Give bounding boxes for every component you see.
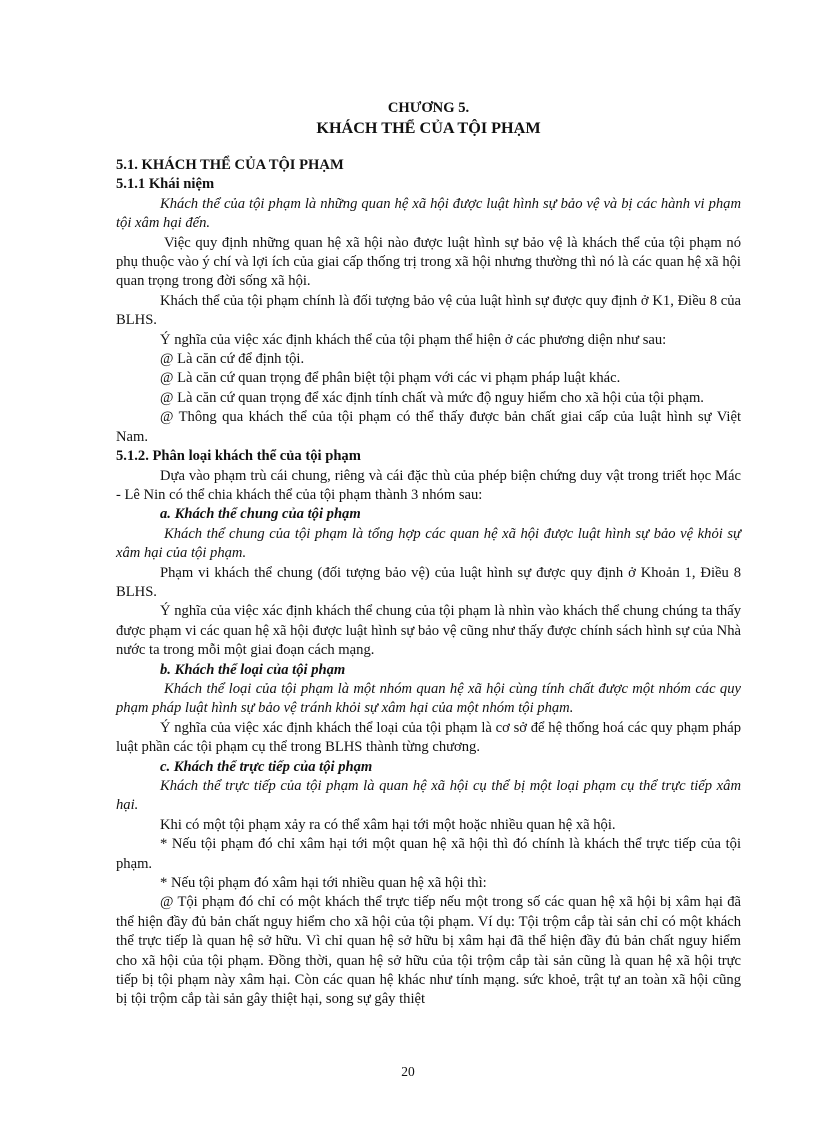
paragraph: * Nếu tội phạm đó chỉ xâm hại tới một quan hệ xã hội thì đó chính là khách thể trực tiếp của tội phạm. xyxy=(116,836,741,872)
subheading-type-object: b. Khách thể loại của tội phạm xyxy=(160,661,346,678)
page-number: 20 xyxy=(401,1064,415,1079)
list-item: @ Là căn cứ để định tội. xyxy=(160,351,305,368)
subheading-general-object: a. Khách thể chung của tội phạm xyxy=(160,506,361,523)
subsection-heading-concept: 5.1.1 Khái niệm xyxy=(116,176,215,193)
subsection-heading-classification: 5.1.2. Phân loại khách thể của tội phạm xyxy=(116,448,361,465)
chapter-title: KHÁCH THỂ CỦA TỘI PHẠM xyxy=(316,119,541,137)
paragraph: * Nếu tội phạm đó xâm hại tới nhiều quan hệ xã hội thì: xyxy=(160,875,487,892)
paragraph: Ý nghĩa của việc xác định khách thể chung của tội phạm là nhìn vào khách thể chung chúng ta thấy được phạm vi các quan hệ xã hội được luật hình sự bảo vệ cũng như thấy được chính sách hình sự của Nhà nước ta trong mỗi một giai đoạn cách mạng. xyxy=(116,603,741,659)
definition-paragraph: Khách thể chung của tội phạm là tổng hợp các quan hệ xã hội được luật hình sự bảo vệ khỏi sự xâm hại của tội phạm. xyxy=(116,525,741,562)
subheading-direct-object: c. Khách thể trực tiếp của tội phạm xyxy=(160,758,373,775)
definition-paragraph: Khách thể loại của tội phạm là một nhóm quan hệ xã hội cùng tính chất được một nhóm các quy phạm pháp luật hình sự bảo vệ tránh khỏi sự xâm hại của một nhóm tội phạm. xyxy=(116,680,741,717)
document-page xyxy=(116,98,741,1010)
definition-paragraph: Khách thể trực tiếp của tội phạm là quan hệ xã hội cụ thể bị một loại phạm cụ thể trực tiếp xâm hại. xyxy=(116,778,741,814)
paragraph: Ý nghĩa của việc xác định khách thể loại của tội phạm là cơ sở để hệ thống hoá các quy phạm pháp luật phần các tội phạm cụ thể trong BLHS thành từng chương. xyxy=(116,719,741,756)
paragraph: Việc quy định những quan hệ xã hội nào được luật hình sự bảo vệ là khách thể của tội phạm nó phụ thuộc vào ý chí và lợi ích của giai cấp thống trị trong xã hội nhưng thường thì nó là các quan hệ xã hội quan trọng trong đời sống xã hội. xyxy=(116,234,741,290)
paragraph: Phạm vi khách thể chung (đối tượng bảo vệ) của luật hình sự được quy định ở Khoản 1, Điều 8 BLHS. xyxy=(116,564,741,600)
paragraph: @ Tội phạm đó chỉ có một khách thể trực tiếp nếu một trong số các quan hệ xã hội bị xâm hại đã thể hiện đầy đủ bản chất nguy hiểm cho xã hội của tội phạm. Ví dụ: Tội trộm cắp tài sản chỉ có một khách thể trực tiếp là quan hệ sở hữu. Vì chỉ quan hệ sở hữu bị xâm hại đã thể hiện đầy đủ bản chất nguy hiểm cho xã hội của tội phạm. Đồng thời, quan hệ sở hữu của tội trộm cắp tài sản cũng là quan hệ xã hội trực tiếp bị tội phạm này xâm hại. Còn các quan hệ khác như tính mạng. sức khoẻ, trật tự an toàn xã hội cũng bị tội trộm cắp tài sản gây thiệt hại, song sự gây thiệt xyxy=(116,894,741,1008)
chapter-number: CHƯƠNG 5. xyxy=(387,100,470,116)
list-item: @ Thông qua khách thể của tội phạm có thể thấy được bản chất giai cấp của luật hình sự Việt Nam. xyxy=(116,409,741,445)
paragraph: Khi có một tội phạm xảy ra có thể xâm hại tới một hoặc nhiều quan hệ xã hội. xyxy=(160,816,616,833)
section-heading: 5.1. KHÁCH THỂ CỦA TỘI PHẠM xyxy=(116,157,344,173)
paragraph: Khách thể của tội phạm chính là đối tượng bảo vệ của luật hình sự được quy định ở K1, Điều 8 của BLHS. xyxy=(116,292,741,329)
paragraph: Dựa vào phạm trù cái chung, riêng và cái đặc thù của phép biện chứng duy vật trong triết học Mác - Lê Nin có thể chia khách thể của tội phạm thành 3 nhóm sau: xyxy=(116,467,741,503)
list-item: @ Là căn cứ quan trọng để xác định tính chất và mức độ nguy hiểm cho xã hội của tội phạm. xyxy=(160,389,704,406)
definition-paragraph: Khách thể của tội phạm là những quan hệ xã hội được luật hình sự bảo vệ và bị các hành vi phạm tội xâm hại đến. xyxy=(116,195,741,232)
list-item: @ Là căn cứ quan trọng để phân biệt tội phạm với các vi phạm pháp luật khác. xyxy=(160,370,621,387)
paragraph: Ý nghĩa của việc xác định khách thể của tội phạm thể hiện ở các phương diện như sau: xyxy=(160,331,667,348)
